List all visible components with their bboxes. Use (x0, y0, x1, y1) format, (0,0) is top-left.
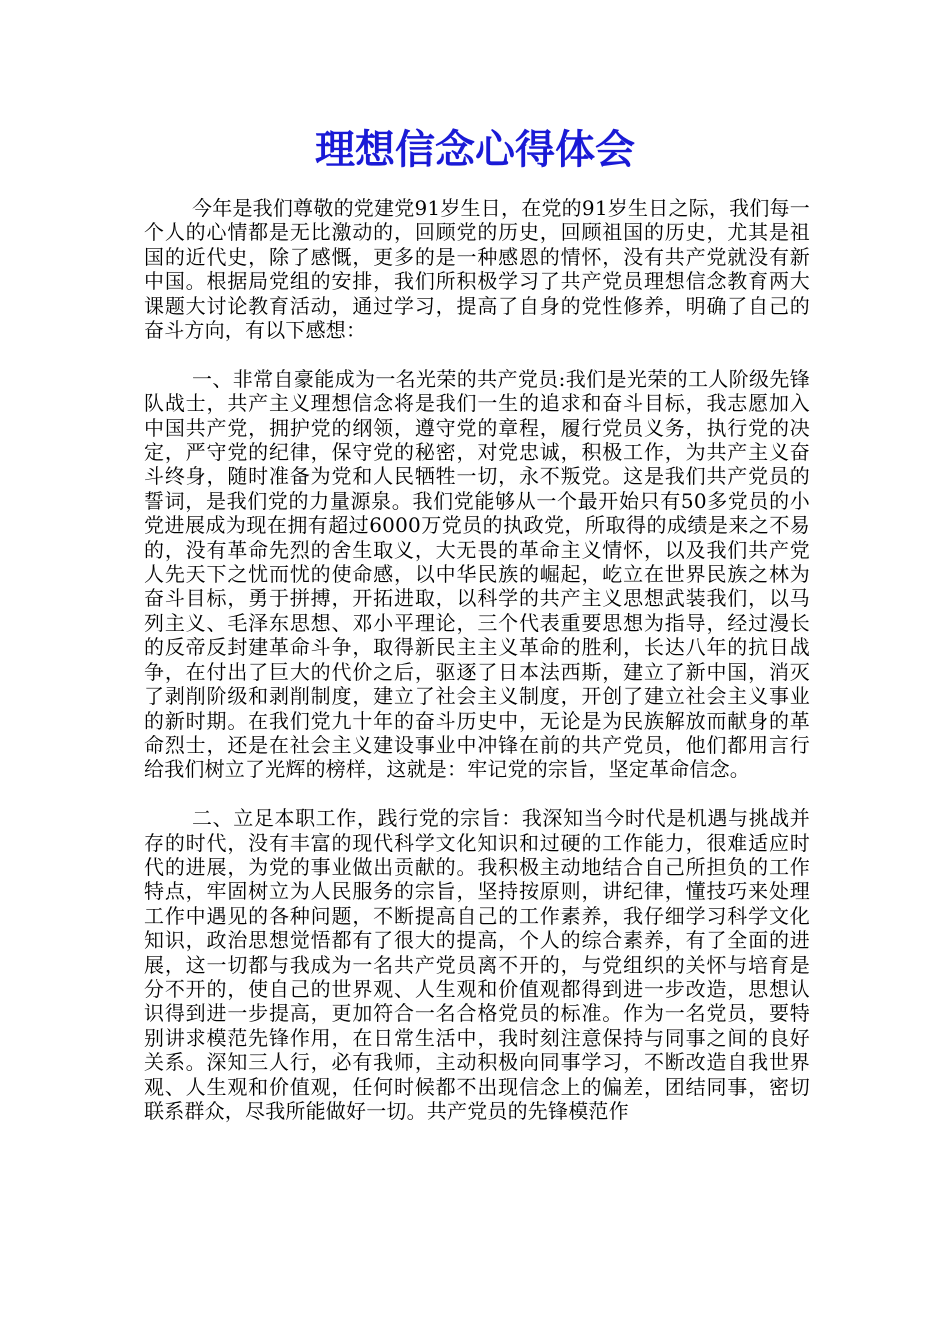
document-body (144, 196, 810, 1148)
paragraph-section-one: 一、非常自豪能成为一名光荣的共产党员:我们是光荣的工人阶级先锋队战士，共产主义理想信念将是我们一生的追求和奋斗目标，我志愿加入中国共产党，拥护党的纲领，遵守党的章程，履行党员义务，执行党的决定，严守党的纪律，保守党的秘密，对党忠诚，积极工作，为共产主义奋斗终身，随时准备为党和人民牺牲一切，永不叛党。这是我们共产党员的誓词，是我们党的力量源泉。我们党能够从一个最开始只有50多党员的小党进展成为现在拥有超过6000万党员的执政党，所取得的成绩是来之不易的，没有革命先烈的舍生取义，大无畏的革命主义情怀，以及我们共产党人先天下之忧而忧的使命感，以中华民族的崛起，屹立在世界民族之林为奋斗目标，勇于拼搏，开拓进取，以科学的共产主义思想武装我们，以马列主义、毛泽东思想、邓小平理论，三个代表重要思想为指导，经过漫长的反帝反封建革命斗争，取得新民主主义革命的胜利，长达八年的抗日战争，在付出了巨大的代价之后，驱逐了日本法西斯，建立了新中国，消灭了剥削阶级和剥削制度，建立了社会主义制度，开创了建立社会主义事业的新时期。在我们党九十年的奋斗历史中，无论是为民族解放而献身的革命烈士，还是在社会主义建设事业中冲锋在前的共产党员，他们都用言行给我们树立了光辉的榜样，这就是：牢记党的宗旨，坚定革命信念。 (144, 366, 810, 782)
paragraph-section-two: 二、立足本职工作，践行党的宗旨：我深知当今时代是机遇与挑战并存的时代，没有丰富的现代科学文化知识和过硬的工作能力，很难适应时代的进展，为党的事业做出贡献的。我积极主动地结合自己所担负的工作特点，牢固树立为人民服务的宗旨，坚持按原则，讲纪律，懂技巧来处理工作中遇见的各种问题，不断提高自己的工作素养，我仔细学习科学文化知识，政治思想觉悟都有了很大的提高，个人的综合素养，有了全面的进展，这一切都与我成为一名共产党员离不开的，与党组织的关怀与培育是分不开的，使自己的世界观、人生观和价值观都得到进一步改造，思想认识得到进一步提高，更加符合一名合格党员的标准。作为一名党员，要特别讲求模范先锋作用，在日常生活中，我时刻注意保持与同事之间的良好关系。深知三人行，必有我师，主动积极向同事学习，不断改造自我世界观、人生观和价值观，任何时候都不出现信念上的偏差，团结同事，密切联系群众，尽我所能做好一切。共产党员的先锋模范作 (144, 806, 810, 1123)
paragraph-intro: 今年是我们尊敬的党建党91岁生日，在党的91岁生日之际，我们每一个人的心情都是无比激动的，回顾党的历史，回顾祖国的历史，尤其是祖国的近代史，除了感慨，更多的是一种感恩的情怀，没有共产党就没有新中国。根据局党组的安排，我们所积极学习了共产党员理想信念教育两大课题大讨论教育活动，通过学习，提高了自身的党性修养，明确了自己的奋斗方向，有以下感想： (144, 196, 810, 343)
document-title: 理想信念心得体会 (315, 126, 635, 173)
